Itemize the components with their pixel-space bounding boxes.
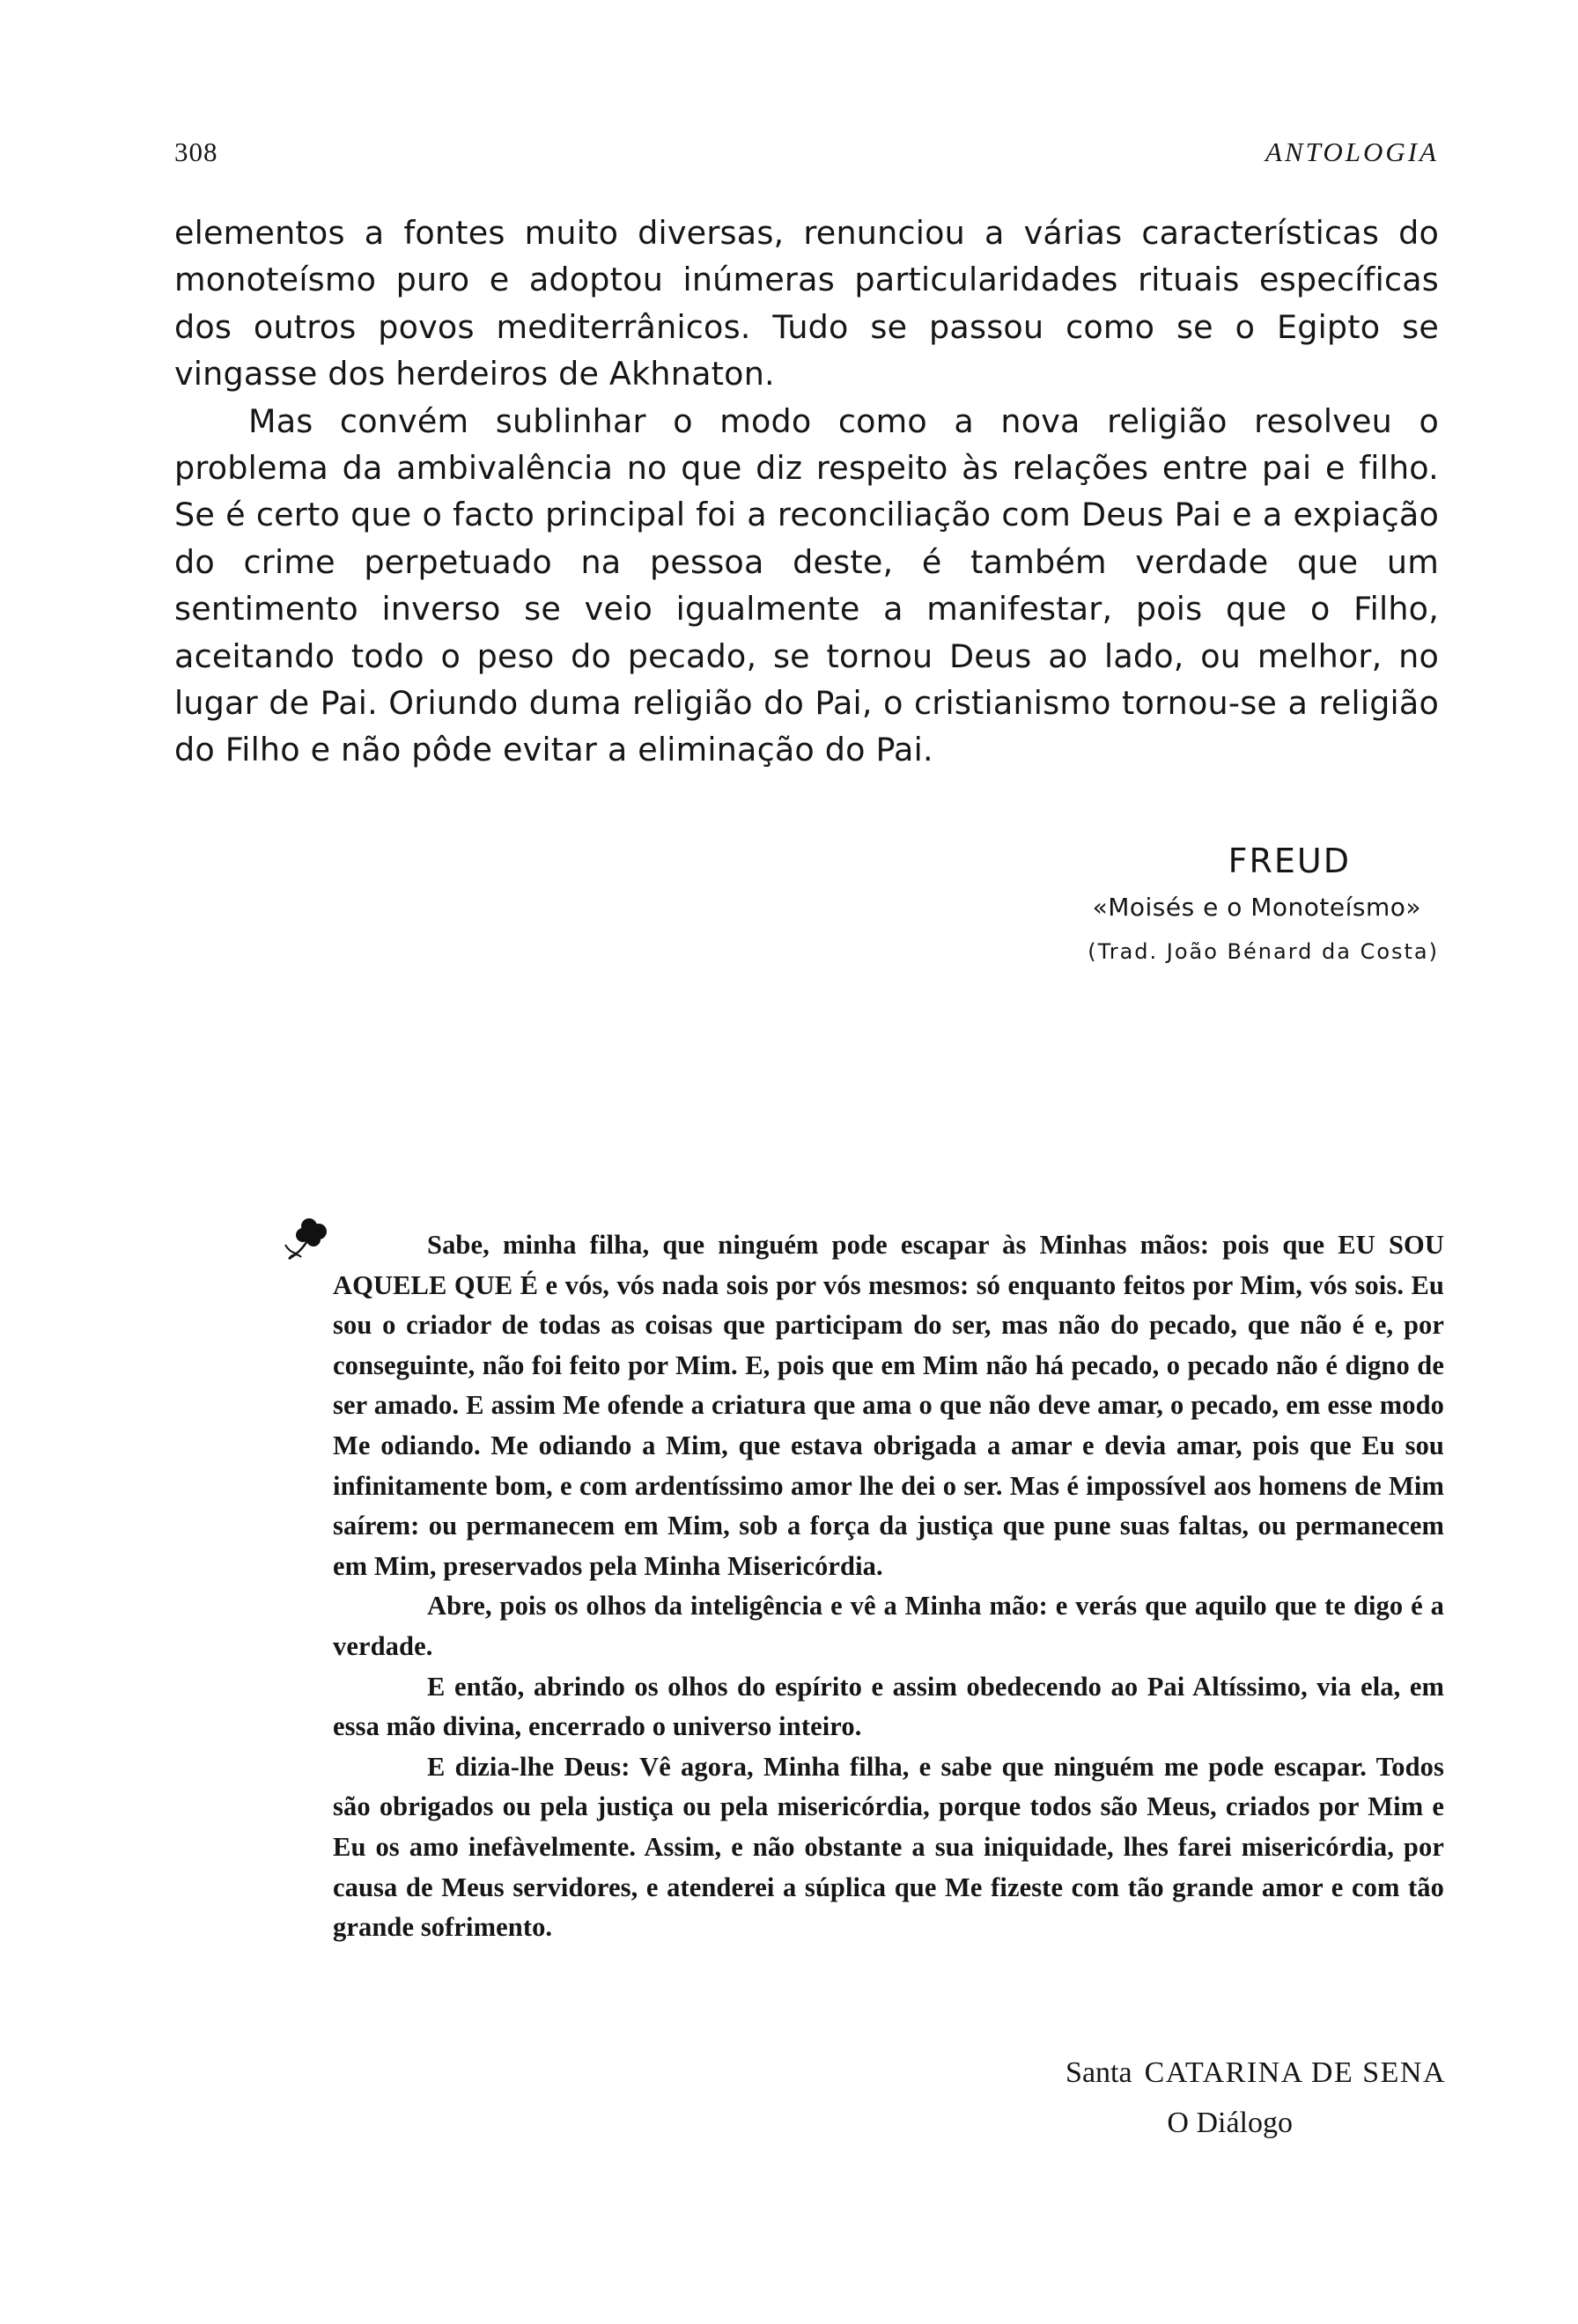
catarina-paragraph-3: E então, abrindo os olhos do espírito e assim obedecendo ao Pai Altíssimo, via ela, em essa mão divina, encerrado o universo inteiro. bbox=[333, 1671, 1444, 1742]
freud-work-title: «Moisés e o Monoteísmo» bbox=[1092, 893, 1421, 922]
freud-attribution bbox=[1088, 836, 1439, 974]
catarina-attribution bbox=[1066, 2048, 1446, 2148]
flower-ornament-graphic bbox=[282, 1213, 335, 1266]
page-header bbox=[174, 136, 1439, 180]
freud-author: FREUD bbox=[1228, 842, 1351, 880]
catarina-excerpt bbox=[333, 1225, 1444, 1948]
catarina-author: CATARINA DE SENA bbox=[1144, 2056, 1446, 2089]
catarina-author-line bbox=[1066, 2048, 1446, 2098]
freud-translator: (Trad. João Bénard da Costa) bbox=[1088, 939, 1439, 964]
freud-excerpt bbox=[174, 210, 1439, 774]
catarina-paragraph-1: Sabe, minha filha, que ninguém pode escapar às Minhas mãos: pois que EU SOU AQUELE QUE É e vós, vós nada sois por vós mesmos: só enquanto feitos por Mim, vós sois. Eu sou o criador de todas as coisas que participam do ser, mas não do pecado, que não é e, por conseguinte, não foi feito por Mim. E, pois que em Mim não há pecado, o pecado não é digno de ser amado. E assim Me ofende a criatura que ama o que não deve amar, o pecado, em esse modo Me odiando. Me odiando a Mim, que estava obrigada a amar e devia amar, pois que Eu sou infinitamente bom, e com ardentíssimo amor lhe dei o ser. Mas é impossível aos homens de Mim saírem: ou permanecem em Mim, sob a força da justiça que pune suas faltas, ou permanecem em Mim, preservados pela Minha Misericórdia. bbox=[333, 1230, 1444, 1581]
running-title: ANTOLOGIA bbox=[1265, 136, 1439, 167]
catarina-paragraph-4: E dizia-lhe Deus: Vê agora, Minha filha, e sabe que ninguém me pode escapar. Todos são obrigados ou pela justiça ou pela misericórdia, porque todos são Meus, criados por Mim e Eu os amo inefàvelmente. Assim, e não obstante a sua iniquidade, lhes farei misericórdia, por causa de Meus servidores, e atenderei a súplica que Me fizeste com tão grande amor e com tão grande sofrimento. bbox=[333, 1751, 1444, 1943]
freud-paragraph-1: elementos a fontes muito diversas, renunciou a várias características do monoteísmo puro e adoptou inúmeras particularidades rituais específicas dos outros povos mediterrânicos. Tudo se passou como se o Egipto se vingasse dos herdeiros de Akhnaton. bbox=[174, 214, 1439, 393]
freud-paragraph-2: Mas convém sublinhar o modo como a nova religião resolveu o problema da ambivalência no que diz respeito às relações entre pai e filho. Se é certo que o facto principal foi a reconciliação com Deus Pai e a expiação do crime perpetuado na pessoa deste, é também verdade que um sentimento inverso se veio igualmente a manifestar, pois que o Filho, aceitando todo o peso do pecado, se tornou Deus ao lado, ou melhor, no lugar de Pai. Oriundo duma religião do Pai, o cristianismo tornou-se a religião do Filho e não pôde evitar a eliminação do Pai. bbox=[174, 401, 1439, 769]
catarina-work-title: O Diálogo bbox=[1167, 2107, 1293, 2139]
catarina-author-prefix: Santa bbox=[1066, 2056, 1132, 2089]
page-number: 308 bbox=[174, 136, 218, 167]
catarina-paragraph-2: Abre, pois os olhos da inteligência e vê a Minha mão: e verás que aquilo que te digo é a verdade. bbox=[333, 1591, 1444, 1661]
flower-ornament-icon bbox=[282, 1213, 335, 1266]
